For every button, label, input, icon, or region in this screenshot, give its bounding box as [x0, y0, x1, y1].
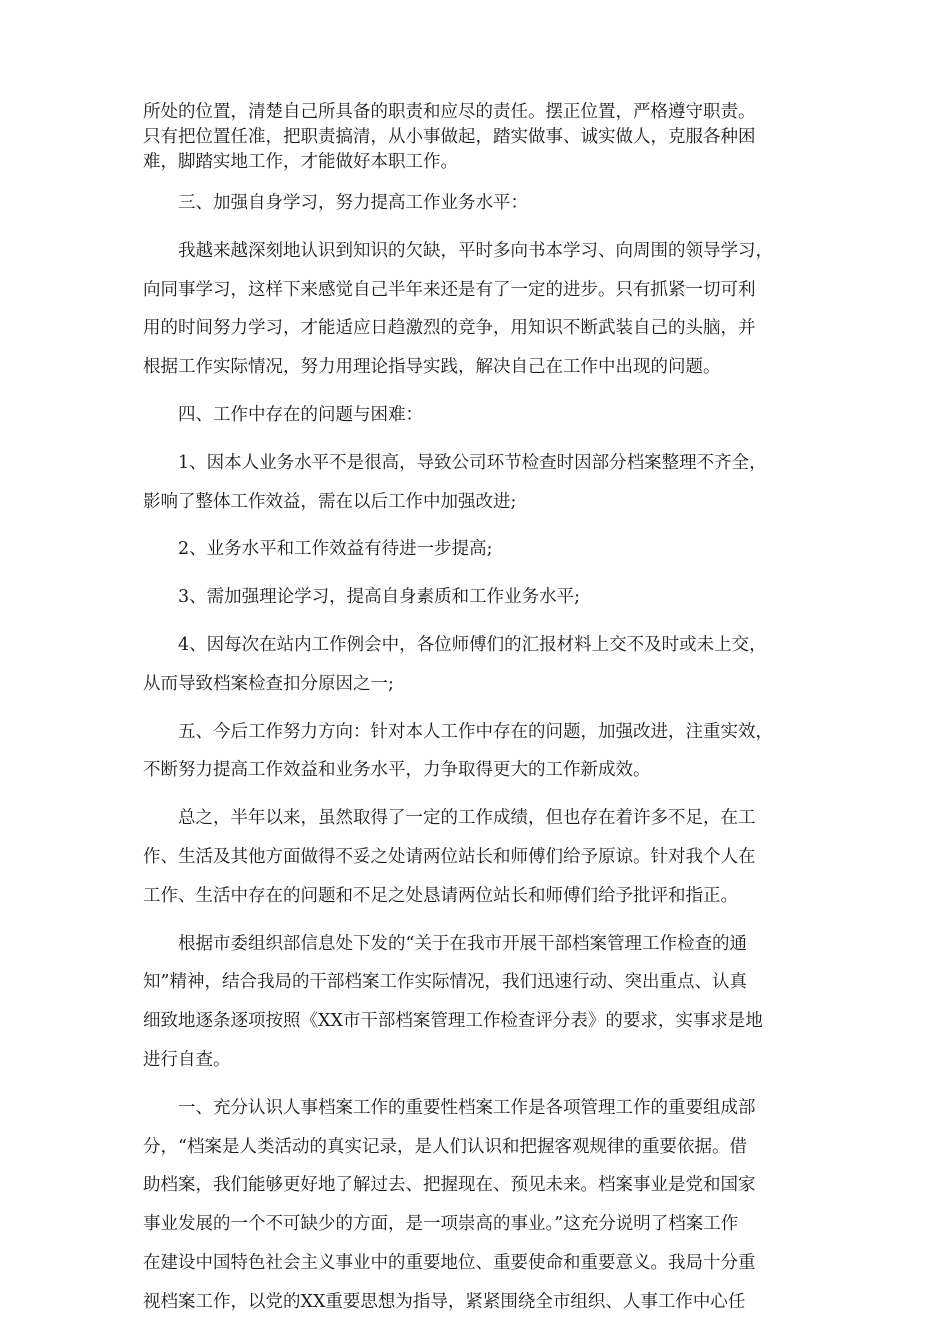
text-line: 进行自查。 [143, 1049, 231, 1070]
text-line: 细致地逐条逐项按照《XX市干部档案管理工作检查评分表》的要求，实事求是地 [143, 1011, 763, 1032]
list-item [143, 530, 813, 569]
text-line: 视档案工作，以党的XX重要思想为指导，紧紧围绕全市组织、人事工作中心任 [143, 1291, 746, 1312]
text-line: 1、因本人业务水平不是很高，导致公司环节检查时因部分档案整理不齐全， [178, 452, 767, 473]
list-item [143, 444, 813, 522]
text-line: 工作、生活中存在的问题和不足之处恳请两位站长和师傅们给予批评和指正。 [143, 885, 738, 906]
paragraph [143, 1089, 813, 1322]
text-line: 向同事学习，这样下来感觉自己半年来还是有了一定的进步。只有抓紧一切可利 [143, 279, 756, 300]
text-line: 总之，半年以来，虽然取得了一定的工作成绩，但也存在着许多不足，在工 [178, 808, 756, 829]
text-line: 3、需加强理论学习，提高自身素质和工作业务水平; [178, 587, 581, 608]
paragraph [143, 232, 813, 387]
text-line: 不断努力提高工作效益和业务水平，力争取得更大的工作新成效。 [143, 760, 651, 781]
summary-paragraph [143, 799, 813, 915]
continuation-paragraph [143, 100, 813, 175]
text-line: 4、因每次在站内工作例会中，各位师傅们的汇报材料上交不及时或未上交， [178, 634, 767, 655]
text-line: 五、今后工作努力方向：针对本人工作中存在的问题，加强改进，注重实效， [178, 721, 773, 742]
text-line: 事业发展的一个不可缺少的方面，是一项崇高的事业。”这充分说明了档案工作 [143, 1214, 739, 1235]
text-line: 难，脚踏实地工作，才能做好本职工作。 [143, 152, 458, 172]
text-line: 作、生活及其他方面做得不妥之处请两位站长和师傅们给予原谅。针对我个人在 [143, 846, 756, 867]
text-line: 在建设中国特色社会主义事业中的重要地位、重要使命和重要意义。我局十分重 [143, 1252, 756, 1273]
text-line: 影响了整体工作效益，需在以后工作中加强改进; [143, 491, 517, 512]
text-line: 只有把位置任准，把职责搞清，从小事做起，踏实做事、诚实做人，克服各种困 [143, 127, 756, 147]
list-item [143, 626, 813, 704]
section-heading-3 [143, 184, 813, 223]
text-line: 根据市委组织部信息处下发的“关于在我市开展干部档案管理工作检查的通 [178, 933, 747, 954]
text-line: 一、充分认识人事档案工作的重要性档案工作是各项管理工作的重要组成部 [178, 1097, 756, 1118]
document-body [143, 100, 813, 1322]
text-line: 我越来越深刻地认识到知识的欠缺，平时多向书本学习、向周围的领导学习， [178, 240, 773, 261]
text-line: 三、加强自身学习，努力提高工作业务水平： [178, 193, 528, 213]
paragraph [143, 925, 813, 1080]
list-item [143, 578, 813, 617]
section-heading-4 [143, 396, 813, 435]
text-line: 助档案，我们能够更好地了解过去、把握现在、预见未来。档案事业是党和国家 [143, 1175, 756, 1196]
text-line: 知”精神，结合我局的干部档案工作实际情况，我们迅速行动、突出重点、认真 [143, 972, 747, 993]
text-line: 所处的位置，清楚自己所具备的职责和应尽的责任。摆正位置，严格遵守职责。 [143, 102, 756, 122]
text-line: 四、工作中存在的问题与困难： [178, 404, 423, 425]
text-line: 根据工作实际情况，努力用理论指导实践，解决自己在工作中出现的问题。 [143, 357, 721, 378]
section-heading-5 [143, 713, 813, 791]
text-line: 2、业务水平和工作效益有待进一步提高; [178, 539, 493, 560]
text-line: 从而导致档案检查扣分原因之一; [143, 673, 394, 694]
text-line: 分，“档案是人类活动的真实记录，是人们认识和把握客观规律的重要依据。借 [143, 1136, 747, 1157]
text-line: 用的时间努力学习，才能适应日趋激烈的竞争，用知识不断武装自己的头脑，并 [143, 318, 756, 339]
